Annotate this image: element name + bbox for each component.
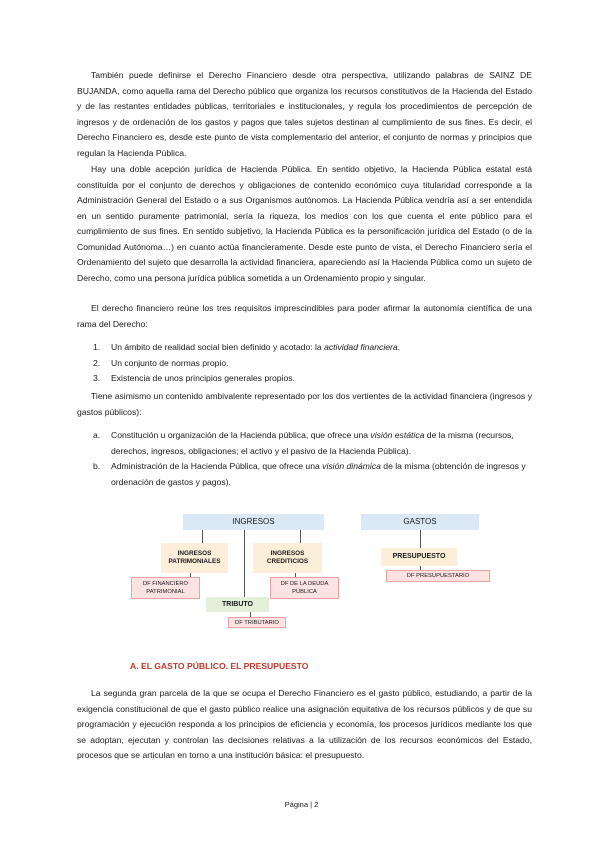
list-marker: b.: [93, 461, 101, 471]
list-item: b. Administración de la Hacienda Pública, que ofrece una visión dinámica de la misma (obtención de ingresos y ordenación de gastos y pagos).: [93, 461, 526, 487]
list-item: 3. Existencia de unos principios generales propios.: [77, 371, 532, 387]
df-presupuestario-box: DF PRESUPUESTARIO: [386, 570, 490, 582]
ingresos-crediticios-box: INGRESOS CREDITICIOS: [253, 543, 322, 573]
page-footer: Página | 2: [284, 800, 319, 809]
connector: [244, 529, 245, 597]
paragraph-hacienda-publica: Hay una doble acepción jurídica de Hacienda Pública. En sentido objetivo, la Hacienda Pública estatal está constituida por el conjunto de derechos y obligaciones de contenido económico cuya titularidad corresponde a la Administración General del Estado o a sus Organismos autónomos. La Hacienda Pública vendría así a ser entendida en un sentido puramente patrimonial, sería la riqueza, los medios con los que cuenta el ente público para el cumplimiento de sus fines. En sentido subjetivo, la Hacienda Pública es la personificación jurídica del Estado (o de la Comunidad Autónoma…) en cuanto actúa financieramente. Desde este punto de vista, el Derecho Financiero sería el Ordenamiento del sujeto que desarrolla la actividad financiera, apareciendo así la Hacienda Pública como un sujeto de Derecho, como una persona jurídica pública sometida a un Ordenamiento propio y singular.: [77, 164, 532, 283]
df-deuda-publica-box: DF DE LA DEUDA PÚBLICA: [270, 577, 339, 599]
list-marker: 2.: [93, 357, 101, 368]
presupuesto-box: PRESUPUESTO: [381, 548, 457, 566]
paragraph-gasto-publico: La segunda gran parcela de la que se ocupa el Derecho Financiero es el gasto público, estudiando, a partir de la exigencia constitucional de que el gasto público realice una asignación equitativa de los recursos públicos y de que su programación y ejecución responda a los principios de eficiencia y economía, los procesos jurídicos mediante los que se adoptan, ejecutan y controlan las decisiones relativas a la utilización de los recursos económicos del Estado, procesos que se articulan en torno a una institución básica: el presupuesto.: [77, 688, 532, 760]
list-marker: a.: [93, 430, 101, 440]
paragraph-definition: También puede definirse el Derecho Financiero desde otra perspectiva, utilizando palabras de SAINZ DE BUJANDA, como aquella rama del Derecho público que organiza los recursos constitutivos de la Hacienda del Estado y de las restantes entidades públicas, territoriales e institucionales, y regula los procedimientos de percepción de ingresos y de ordenación de los gastos y pagos que tales sujetos destinan al cumplimiento de sus fines. Es decir, el Derecho Financiero es, desde este punto de vista complementario del anterior, el conjunto de normas y principios que regulan la Hacienda Pública.: [77, 70, 532, 158]
list-item: a. Constitución u organización de la Hacienda pública, que ofrece una visión estática de la misma (recursos, derechos, ingresos, obligaciones; el activo y el pasivo de la Hacienda Pública).: [93, 430, 514, 456]
lettered-list: [77, 428, 532, 490]
ingresos-box: INGRESOS: [183, 514, 324, 530]
connector: [202, 529, 203, 543]
ingresos-patrimoniales-box: INGRESOS PATRIMONIALES: [161, 543, 228, 573]
gastos-box: GASTOS: [361, 514, 479, 530]
df-financiero-patrimonial-box: DF FINANCIERO PATRIMONIAL: [131, 577, 200, 599]
connector: [420, 530, 421, 548]
tributo-box: TRIBUTO: [206, 597, 269, 612]
df-tributario-box: DF TRIBUTARIO: [228, 617, 286, 628]
paragraph-contenido-ambivalente: Tiene asimismo un contenido ambivalente representado por los dos vertientes de la actividad financiera (ingresos y gastos públicos):: [77, 391, 532, 417]
list-item: 2. Un conjunto de normas propio.: [77, 356, 532, 372]
numbered-list: [77, 340, 532, 387]
paragraph-requisitos: El derecho financiero reúne los tres requisitos imprescindibles para poder afirmar la autonomía científica de una rama del Derecho:: [77, 303, 532, 329]
list-marker: 3.: [93, 373, 101, 383]
section-heading: A. EL GASTO PÚBLICO. EL PRESUPUESTO: [130, 661, 309, 671]
connector: [300, 529, 301, 543]
list-item: 1. Un ámbito de realidad social bien definido y acotado: la actividad financiera.: [77, 340, 532, 356]
list-marker: 1.: [93, 342, 101, 352]
